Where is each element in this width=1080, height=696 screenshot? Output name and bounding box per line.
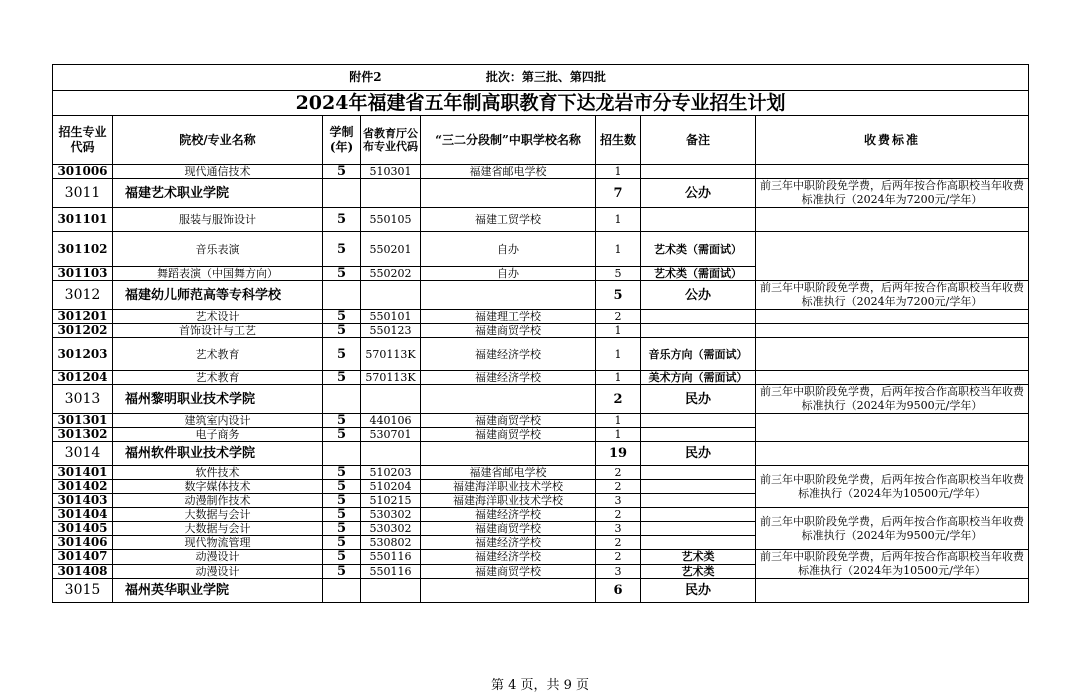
major-name: 大数据与会计 [113,522,323,536]
years-cell: 5 [323,428,361,442]
major-name: 动漫设计 [113,564,323,579]
school-cell: 福建海洋职业技术学校 [421,480,596,494]
enrollment-count: 1 [596,165,641,179]
fee-standard: 前三年中职阶段免学费，后两年按合作高职校当年收费标准执行（2024年为9500元/学年） [756,385,1029,414]
major-name: 艺术教育 [113,371,323,385]
pub-code-cell: 550201 [361,232,421,267]
years-cell [323,442,361,466]
enrollment-count: 6 [596,579,641,603]
enrollment-count: 1 [596,371,641,385]
major-name: 软件技术 [113,466,323,480]
remark-cell [641,466,756,480]
school-code: 3013 [53,385,113,414]
years-cell: 5 [323,232,361,267]
pub-code-cell: 530802 [361,536,421,550]
remark-cell: 音乐方向（需面试） [641,338,756,371]
col-years: 学制(年) [323,116,361,165]
school-row [53,579,1029,603]
pub-code-cell: 510203 [361,466,421,480]
school-cell: 福建海洋职业技术学校 [421,494,596,508]
enrollment-count: 3 [596,564,641,579]
fee-standard [756,232,1029,281]
major-name: 首饰设计与工艺 [113,324,323,338]
school-cell: 福建经济学校 [421,536,596,550]
remark-cell: 美术方向（需面试） [641,371,756,385]
pub-code-cell: 550116 [361,564,421,579]
pub-code-cell: 550202 [361,267,421,281]
years-cell: 5 [323,466,361,480]
school-code: 3014 [53,442,113,466]
remark-cell [641,494,756,508]
pub-code-cell: 530701 [361,428,421,442]
col-pub-code: 省教育厅公布专业代码 [361,116,421,165]
major-code: 301403 [53,494,113,508]
pub-code-cell: 570113K [361,338,421,371]
pub-code-cell: 530302 [361,508,421,522]
enrollment-count: 2 [596,466,641,480]
school-nature: 民办 [641,579,756,603]
major-code: 301405 [53,522,113,536]
enrollment-count: 1 [596,324,641,338]
fee-standard: 前三年中职阶段免学费，后两年按合作高职校当年收费标准执行（2024年为7200元/学年） [756,179,1029,208]
enrollment-count: 3 [596,494,641,508]
school-name: 福建艺术职业学院 [113,179,323,208]
fee-standard [756,208,1029,232]
school-cell: 福建商贸学校 [421,324,596,338]
title-row [53,91,1029,116]
fee-standard: 前三年中职阶段免学费，后两年按合作高职校当年收费标准执行（2024年为7200元/学年） [756,281,1029,310]
remark-cell [641,165,756,179]
school-name: 福州黎明职业技术学院 [113,385,323,414]
major-row [53,508,1029,522]
school-cell: 自办 [421,232,596,267]
years-cell: 5 [323,208,361,232]
major-name: 动漫设计 [113,550,323,565]
school-cell [421,385,596,414]
years-cell [323,179,361,208]
school-name: 福建幼儿师范高等专科学校 [113,281,323,310]
enrollment-count: 2 [596,508,641,522]
school-code: 3015 [53,579,113,603]
fee-standard [756,338,1029,371]
school-nature: 公办 [641,179,756,208]
major-code: 301407 [53,550,113,565]
years-cell: 5 [323,508,361,522]
school-nature: 民办 [641,442,756,466]
school-cell: 福建经济学校 [421,550,596,565]
years-cell: 5 [323,371,361,385]
pub-code-cell: 550116 [361,550,421,565]
major-row [53,550,1029,565]
major-row [53,324,1029,338]
major-code: 301404 [53,508,113,522]
fee-standard [756,579,1029,603]
pub-code-cell: 510215 [361,494,421,508]
enrollment-count: 7 [596,179,641,208]
major-row [53,466,1029,480]
remark-cell [641,508,756,522]
school-cell [421,442,596,466]
school-row [53,179,1029,208]
enrollment-count: 5 [596,267,641,281]
remark-cell [641,428,756,442]
major-row [53,165,1029,179]
major-code: 301406 [53,536,113,550]
pub-code-cell [361,179,421,208]
pub-code-cell: 570113K [361,371,421,385]
years-cell: 5 [323,564,361,579]
school-row [53,442,1029,466]
fee-standard [756,371,1029,385]
page-footer: 第 4 页，共 9 页 [490,678,590,693]
pub-code-cell [361,579,421,603]
col-fee: 收费标准 [756,116,1029,165]
school-cell: 福建理工学校 [421,310,596,324]
pub-code-cell: 550101 [361,310,421,324]
school-row [53,385,1029,414]
remark-cell [641,414,756,428]
major-name: 艺术设计 [113,310,323,324]
enrollment-count: 1 [596,338,641,371]
enrollment-table [52,64,1029,603]
col-remark: 备注 [641,116,756,165]
col-name: 院校/专业名称 [113,116,323,165]
pub-code-cell [361,281,421,310]
school-cell [421,579,596,603]
enrollment-count: 3 [596,522,641,536]
school-cell [421,281,596,310]
enrollment-count: 1 [596,208,641,232]
major-row [53,338,1029,371]
school-cell: 福建商贸学校 [421,414,596,428]
school-cell: 福建经济学校 [421,508,596,522]
major-name: 数字媒体技术 [113,480,323,494]
school-name: 福州软件职业技术学院 [113,442,323,466]
remark-cell: 艺术类（需面试） [641,267,756,281]
years-cell: 5 [323,536,361,550]
major-row [53,310,1029,324]
enrollment-count: 5 [596,281,641,310]
col-school: “三二分段制”中职学校名称 [421,116,596,165]
major-code: 301006 [53,165,113,179]
years-cell: 5 [323,494,361,508]
batch-label: 批次：第三批、第四批 [485,70,606,84]
major-row [53,208,1029,232]
years-cell: 5 [323,414,361,428]
school-cell: 福建商贸学校 [421,428,596,442]
years-cell: 5 [323,165,361,179]
major-code: 301202 [53,324,113,338]
pub-code-cell: 530302 [361,522,421,536]
fee-standard [756,324,1029,338]
major-code: 301402 [53,480,113,494]
school-cell: 福建省邮电学校 [421,165,596,179]
major-code: 301301 [53,414,113,428]
years-cell: 5 [323,522,361,536]
enrollment-count: 1 [596,232,641,267]
major-row [53,232,1029,267]
pub-code-cell: 510301 [361,165,421,179]
pub-code-cell: 550123 [361,324,421,338]
major-name: 舞蹈表演（中国舞方向） [113,267,323,281]
fee-standard: 前三年中职阶段免学费，后两年按合作高职校当年收费标准执行（2024年为9500元/学年） [756,508,1029,550]
major-name: 动漫制作技术 [113,494,323,508]
major-name: 服装与服饰设计 [113,208,323,232]
school-code: 3011 [53,179,113,208]
major-code: 301201 [53,310,113,324]
major-name: 现代物流管理 [113,536,323,550]
major-row [53,371,1029,385]
school-code: 3012 [53,281,113,310]
pub-code-cell [361,442,421,466]
enrollment-plan-sheet [52,64,1028,603]
fee-standard: 前三年中职阶段免学费，后两年按合作高职校当年收费标准执行（2024年为10500元/学年） [756,466,1029,508]
enrollment-count: 1 [596,428,641,442]
school-nature: 公办 [641,281,756,310]
school-row [53,281,1029,310]
enrollment-count: 2 [596,550,641,565]
remark-cell [641,522,756,536]
school-cell: 福建经济学校 [421,338,596,371]
col-count: 招生数 [596,116,641,165]
fee-standard [756,414,1029,442]
pub-code-cell [361,385,421,414]
major-name: 大数据与会计 [113,508,323,522]
major-code: 301101 [53,208,113,232]
remark-cell [641,324,756,338]
school-cell: 福建省邮电学校 [421,466,596,480]
major-code: 301408 [53,564,113,579]
remark-cell: 艺术类（需面试） [641,232,756,267]
major-name: 艺术教育 [113,338,323,371]
school-cell [421,179,596,208]
years-cell [323,281,361,310]
major-name: 现代通信技术 [113,165,323,179]
enrollment-count: 2 [596,385,641,414]
enrollment-count: 2 [596,310,641,324]
school-cell: 福建工贸学校 [421,208,596,232]
fee-standard [756,442,1029,466]
years-cell: 5 [323,480,361,494]
pub-code-cell: 440106 [361,414,421,428]
enrollment-count: 2 [596,480,641,494]
major-code: 301401 [53,466,113,480]
pub-code-cell: 510204 [361,480,421,494]
fee-standard: 前三年中职阶段免学费，后两年按合作高职校当年收费标准执行（2024年为10500元/学年） [756,550,1029,579]
page-title: 2024年福建省五年制高职教育下达龙岩市分专业招生计划 [53,91,1029,116]
attachment-label: 附件2 [349,70,382,84]
remark-cell [641,536,756,550]
school-cell: 福建商贸学校 [421,522,596,536]
school-cell: 自办 [421,267,596,281]
years-cell: 5 [323,310,361,324]
years-cell: 5 [323,267,361,281]
remark-cell: 艺术类 [641,550,756,565]
remark-cell [641,208,756,232]
major-code: 301102 [53,232,113,267]
major-name: 音乐表演 [113,232,323,267]
col-code: 招生专业代码 [53,116,113,165]
years-cell [323,385,361,414]
years-cell [323,579,361,603]
remark-cell [641,480,756,494]
major-code: 301204 [53,371,113,385]
header-row [53,65,1029,91]
years-cell: 5 [323,324,361,338]
major-row [53,414,1029,428]
major-name: 电子商务 [113,428,323,442]
enrollment-count: 19 [596,442,641,466]
column-header-row [53,116,1029,165]
major-code: 301302 [53,428,113,442]
enrollment-count: 1 [596,414,641,428]
school-cell: 福建商贸学校 [421,564,596,579]
years-cell: 5 [323,338,361,371]
remark-cell [641,310,756,324]
major-name: 建筑室内设计 [113,414,323,428]
years-cell: 5 [323,550,361,565]
enrollment-count: 2 [596,536,641,550]
fee-standard [756,165,1029,179]
major-code: 301203 [53,338,113,371]
major-code: 301103 [53,267,113,281]
school-cell: 福建经济学校 [421,371,596,385]
school-nature: 民办 [641,385,756,414]
pub-code-cell: 550105 [361,208,421,232]
school-name: 福州英华职业学院 [113,579,323,603]
remark-cell: 艺术类 [641,564,756,579]
fee-standard [756,310,1029,324]
